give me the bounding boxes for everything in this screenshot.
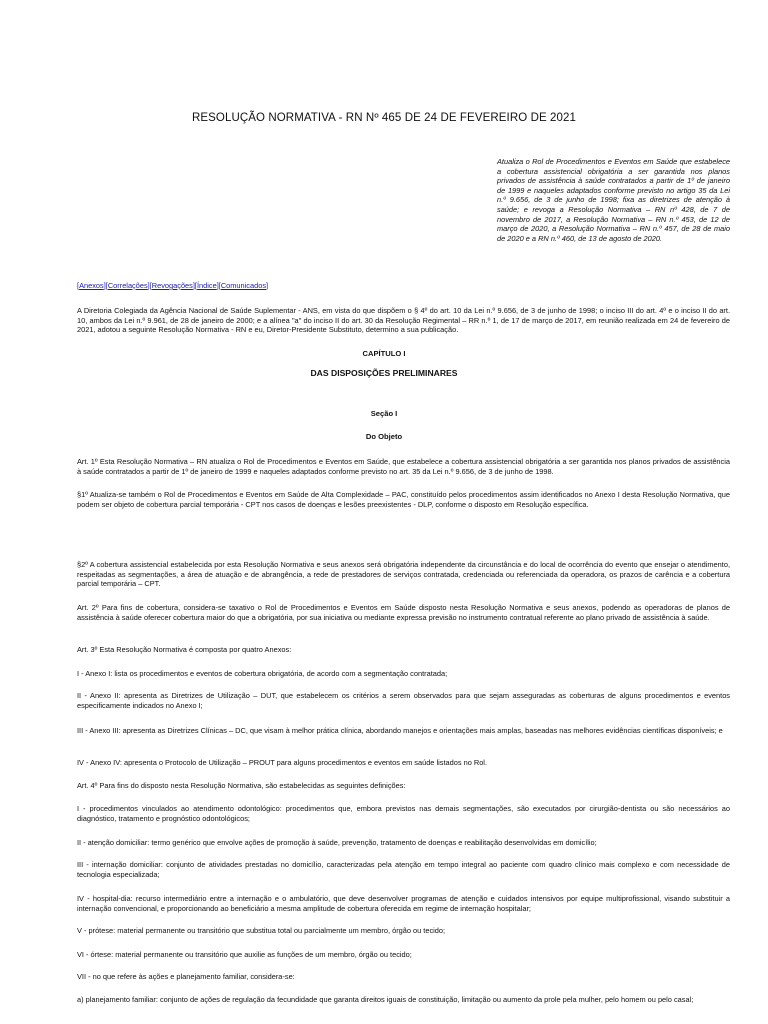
article-4-item-1: I - procedimentos vinculados ao atendimento odontológico: procedimentos que, embora previstos nas demais segmentações, são executados por cirurgião-dentista ou são necessários ao diagnóstico, tratamento e prognóstico odontológicos;: [77, 804, 730, 823]
article-4-item-3: III - internação domiciliar: conjunto de atividades prestadas no domicílio, caracterizadas pela atenção em tempo integral ao paciente com quadro clínico mais complexo e com necessidade de tecnologia especializada;: [77, 860, 730, 879]
document-title: RESOLUÇÃO NORMATIVA - RN Nº 465 DE 24 DE FEVEREIRO DE 2021: [191, 112, 577, 124]
document-links: [Anexos][Correlações][Revogações][Índice][Comunicados]: [77, 281, 269, 290]
article-4-item-7: VII - no que refere às ações e planejamento familiar, considera-se:: [77, 972, 295, 981]
preamble-paragraph: A Diretoria Colegiada da Agência Nacional de Saúde Suplementar - ANS, em vista do que dispõem o § 4º do art. 10 da Lei n.º 9.656, de 3 de junho de 1998; o inciso III do art. 4º e o inciso II do art. 10, ambos da Lei n.º 9.961, de 28 de janeiro de 2000; e a alínea "a" do inciso II do art. 30 da Resolução Regimental – RR n.º 1, de 17 de março de 2017, em reunião realizada em 24 de fevereiro de 2021, adotou a seguinte Resolução Normativa - RN e eu, Diretor-Presidente Substituto, determino a sua publicação.: [77, 306, 730, 335]
chapter-heading: CAPÍTULO I: [362, 349, 406, 358]
section-title: Do Objeto: [365, 432, 403, 441]
link-anexos[interactable]: Anexos: [79, 281, 104, 290]
article-3: Art. 3º Esta Resolução Normativa é composta por quatro Anexos:: [77, 645, 292, 654]
article-4-item-5: V - prótese: material permanente ou transitório que substitua total ou parcialmente um membro, órgão ou tecido;: [77, 926, 446, 935]
article-3-item-2: II - Anexo II: apresenta as Diretrizes de Utilização – DUT, que estabelecem os critérios a serem observados para que sejam asseguradas as coberturas de alguns procedimentos e eventos especificamente indicados no Anexo I;: [77, 691, 730, 710]
article-2: Art. 2º Para fins de cobertura, considera-se taxativo o Rol de Procedimentos e Eventos em Saúde disposto nesta Resolução Normativa e seus anexos, podendo as operadoras de planos de assistência à saúde oferecer cobertura maior do que a obrigatória, por sua iniciativa ou mediante expressa previsão no instrumento contratual referente ao plano privado de assistência à saúde.: [77, 603, 730, 622]
article-4-item-2: II - atenção domiciliar: termo genérico que envolve ações de promoção à saúde, prevenção, tratamento de doenças e reabilitação desenvolvidas em domicílio;: [77, 838, 597, 847]
article-1: Art. 1º Esta Resolução Normativa – RN atualiza o Rol de Procedimentos e Eventos em Saúde, que estabelece a cobertura assistencial obrigatória a ser garantida nos planos privados de assistência à saúde contratados a partir de 1º de janeiro de 1999 e naqueles adaptados conforme previsto no art. 35 da Lei n.º 9.656, de 3 de junho de 1998.: [77, 457, 730, 476]
link-indice[interactable]: Índice: [196, 281, 217, 290]
article-3-item-4: IV - Anexo IV: apresenta o Protocolo de Utilização – PROUT para alguns procedimentos e eventos em saúde listados no Rol.: [77, 758, 487, 767]
article-3-item-1: I - Anexo I: lista os procedimentos e eventos de cobertura obrigatória, de acordo com a segmentação contratada;: [77, 669, 448, 678]
article-4-item-4: IV - hospital-dia: recurso intermediário entre a internação e o ambulatório, que deve desenvolver programas de atenção e cuidados intensivos por equipe multiprofissional, visando substituir a internação convencional, e proporcionando ao beneficiário a mesma amplitude de cobertura oferecida em regime de internação hospitalar;: [77, 894, 730, 913]
article-3-item-3: III - Anexo III: apresenta as Diretrizes Clínicas – DC, que visam à melhor prática clínica, abordando manejos e orientações mais amplas, baseadas nas melhores evidências científicas disponíveis; e: [77, 726, 723, 735]
article-4-item-7-a: a) planejamento familiar: conjunto de ações de regulação da fecundidade que garanta direitos iguais de constituição, limitação ou aumento da prole pela mulher, pelo homem ou pelo casal;: [77, 995, 694, 1004]
article-1-paragraph-2: §2º A cobertura assistencial estabelecida por esta Resolução Normativa e seus anexos será obrigatória independente da circunstância e do local de ocorrência do evento que ensejar o atendimento, respeitadas as segmentações, a área de atuação e de abrangência, a rede de prestadores de serviços contratada, credenciada ou referenciada da operadora, os prazos de carência e a cobertura parcial temporária – CPT.: [77, 560, 730, 589]
section-heading: Seção I: [370, 409, 398, 418]
link-comunicados[interactable]: Comunicados: [220, 281, 267, 290]
summary-ementa: Atualiza o Rol de Procedimentos e Eventos em Saúde que estabelece a cobertura assistencial obrigatória a ser garantida nos planos privados de assistência à saúde contratados a partir de 1º de janeiro de 1999 e naqueles adaptados conforme previsto no artigo 35 da Lei n.º 9.656, de 3 de junho de 1998; fixa as diretrizes de atenção à saúde; e revoga a Resolução Normativa – RN nº 428, de 7 de novembro de 2017, a Resolução Normativa – RN n.º 453, de 12 de março de 2020, a Resolução Normativa – RN n.º 457, de 28 de maio de 2020 e a RN n.º 460, de 13 de agosto de 2020.: [497, 157, 730, 243]
article-4-item-6: VI - órtese: material permanente ou transitório que auxilie as funções de um membro, órgão ou tecido;: [77, 950, 412, 959]
link-revogacoes[interactable]: Revogações: [151, 281, 193, 290]
article-4: Art. 4º Para fins do disposto nesta Resolução Normativa, são estabelecidas as seguintes definições:: [77, 781, 406, 790]
article-1-paragraph-1: §1º Atualiza-se também o Rol de Procedimentos e Eventos em Saúde de Alta Complexidade – PAC, constituído pelos procedimentos assim identificados no Anexo I desta Resolução Normativa, que podem ser objeto de cobertura parcial temporária - CPT nos casos de doenças e lesões preexistentes - DLP, conforme o disposto em Resolução específica.: [77, 490, 730, 509]
link-correlacoes[interactable]: Correlações: [107, 281, 148, 290]
chapter-title: DAS DISPOSIÇÕES PRELIMINARES: [310, 368, 458, 378]
